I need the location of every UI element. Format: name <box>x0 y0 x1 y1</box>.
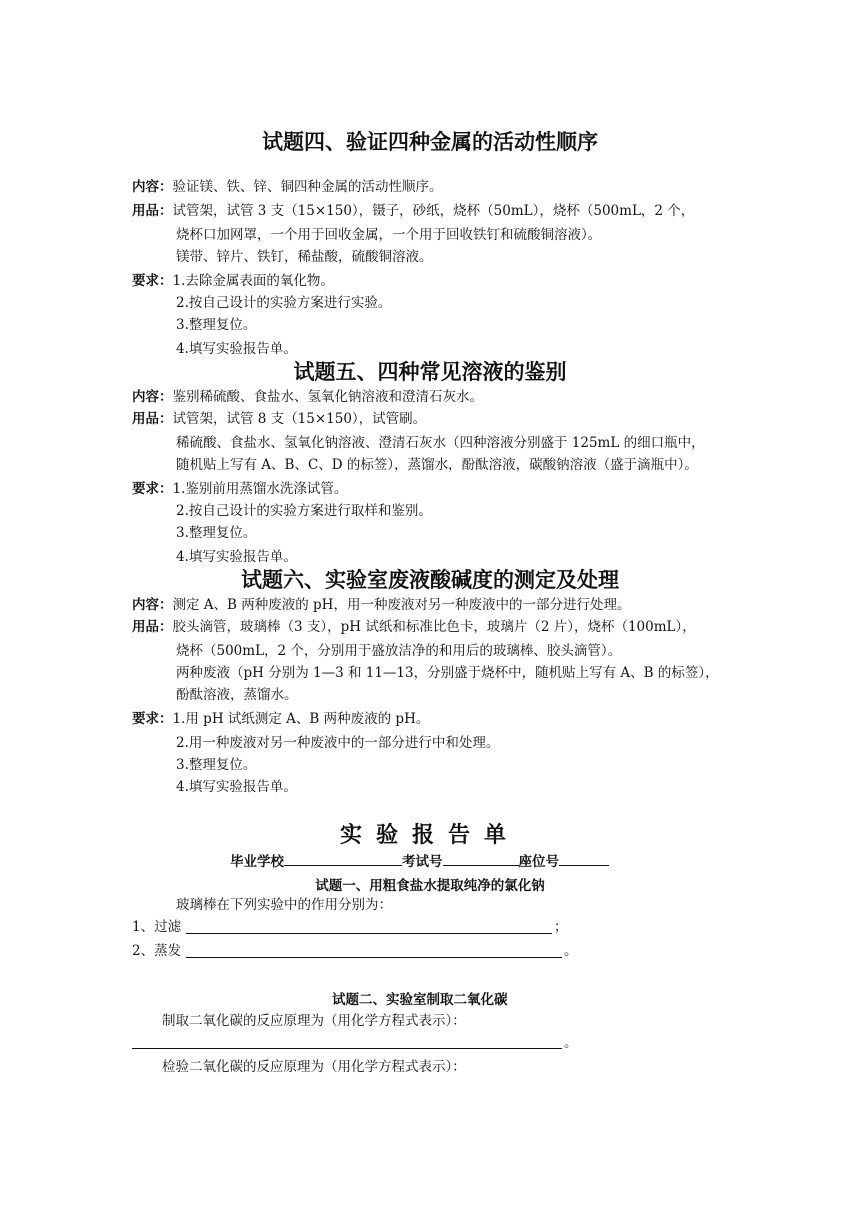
section-4-req4: 4.填写实验报告单。 <box>176 341 297 357</box>
section-5-req2: 2.按自己设计的实验方案进行取样和鉴别。 <box>176 503 432 519</box>
req-text: 1.鉴别前用蒸馏水洗涤试管。 <box>172 481 348 497</box>
section-6-req <box>132 710 429 728</box>
section-6-items-line4: 酚酞溶液，蒸馏水。 <box>176 687 298 703</box>
items-label: 用品： <box>132 619 173 635</box>
items-text: 试管架，试管 3 支（15×150），镊子，砂纸，烧杯（50mL），烧杯（500mL，2 个， <box>172 203 695 219</box>
report-title: 实验报告单 <box>339 823 520 848</box>
exam-number-label: 考试号 <box>402 854 443 870</box>
section-4-items-line3: 镁带、锌片、铁钉，稀盐酸，硫酸铜溶液。 <box>176 249 433 265</box>
q1-b-answer-line[interactable] <box>186 957 562 958</box>
section-6-items-line2: 烧杯（500mL，2 个，分别用于盛放洁净的和用后的玻璃棒、胶头滴管）。 <box>176 643 622 659</box>
items-label: 用品： <box>132 411 173 427</box>
section-6-title: 试题六、实验室废液酸碱度的测定及处理 <box>241 568 619 592</box>
req-label: 要求： <box>132 481 173 497</box>
req-label: 要求： <box>132 711 173 727</box>
items-text: 试管架，试管 8 支（15×150），试管刷。 <box>172 411 427 427</box>
section-5-req3: 3.整理复位。 <box>176 525 257 541</box>
q1-b-label: 2、蒸发 <box>132 943 182 959</box>
q2-title: 试题二、实验室制取二氧化碳 <box>332 992 508 1008</box>
q1-a-answer-line[interactable] <box>186 933 552 934</box>
section-4-req <box>132 272 334 290</box>
q1-a-end: ； <box>554 919 568 935</box>
q2-answer-line[interactable] <box>132 1048 562 1049</box>
section-6-req2: 2.用一种废液对另一种废液中的一部分进行中和处理。 <box>176 735 500 751</box>
section-5-items-line3: 随机贴上写有 A、B、C、D 的标签），蒸馏水，酚酞溶液，碳酸钠溶液（盛于滴瓶中）。 <box>176 457 698 473</box>
q1-b-end: 。 <box>564 943 578 959</box>
section-5-items <box>132 410 426 428</box>
section-4-items-line2: 烧杯口加网罩，一个用于回收金属，一个用于回收铁钉和硫酸铜溶液）。 <box>176 227 602 243</box>
q2-prompt-2: 检验二氧化碳的反应原理为（用化学方程式表示）： <box>162 1059 466 1075</box>
req-text: 1.用 pH 试纸测定 A、B 两种废液的 pH。 <box>172 711 430 727</box>
q1-a-label: 1、过滤 <box>132 919 182 935</box>
content-text: 测定 A、B 两种废液的 pH，用一种废液对另一种废液中的一部分进行处理。 <box>172 597 631 613</box>
school-label: 毕业学校 <box>230 854 284 870</box>
section-4-req2: 2.按自己设计的实验方案进行实验。 <box>176 295 392 311</box>
section-4-req3: 3.整理复位。 <box>176 317 257 333</box>
req-text: 1.去除金属表面的氧化物。 <box>172 273 334 289</box>
q1-title: 试题一、用粗食盐水提取纯净的氯化钠 <box>315 878 545 894</box>
content-label: 内容： <box>132 597 173 613</box>
items-text: 胶头滴管，玻璃棒（3 支），pH 试纸和标准比色卡，玻璃片（2 片），烧杯（100mL）， <box>172 619 696 635</box>
content-text: 验证镁、铁、锌、铜四种金属的活动性顺序。 <box>172 179 443 195</box>
seat-number-label: 座位号 <box>518 854 559 870</box>
section-5-content <box>132 388 483 406</box>
req-label: 要求： <box>132 273 173 289</box>
q2-end: 。 <box>564 1035 578 1051</box>
section-6-items <box>132 618 696 636</box>
section-6-req4: 4.填写实验报告单。 <box>176 779 297 795</box>
section-6-req3: 3.整理复位。 <box>176 757 257 773</box>
exam-number-field[interactable] <box>443 851 519 866</box>
content-text: 鉴别稀硫酸、食盐水、氢氧化钠溶液和澄清石灰水。 <box>172 389 483 405</box>
report-header-fields <box>230 850 609 870</box>
q2-prompt-1: 制取二氧化碳的反应原理为（用化学方程式表示）： <box>162 1013 466 1029</box>
section-5-title: 试题五、四种常见溶液的鉴别 <box>293 360 567 384</box>
q1-prompt: 玻璃棒在下列实验中的作用分别为： <box>176 897 392 913</box>
section-5-req <box>132 480 347 498</box>
content-label: 内容： <box>132 389 173 405</box>
section-5-req4: 4.填写实验报告单。 <box>176 549 297 565</box>
section-5-items-line2: 稀硫酸、食盐水、氢氧化钠溶液、澄清石灰水（四种溶液分别盛于 125mL 的细口瓶中， <box>176 435 705 451</box>
section-6-items-line3: 两种废液（pH 分别为 1—3 和 11—13，分别盛于烧杯中，随机贴上写有 A、B 的标签）， <box>176 665 719 681</box>
items-label: 用品： <box>132 203 173 219</box>
content-label: 内容： <box>132 179 173 195</box>
section-4-items <box>132 202 694 220</box>
seat-number-field[interactable] <box>559 851 609 866</box>
section-4-title: 试题四、验证四种金属的活动性顺序 <box>262 130 598 154</box>
section-6-content <box>132 596 630 614</box>
school-field[interactable] <box>284 851 402 866</box>
section-4-content <box>132 178 443 196</box>
